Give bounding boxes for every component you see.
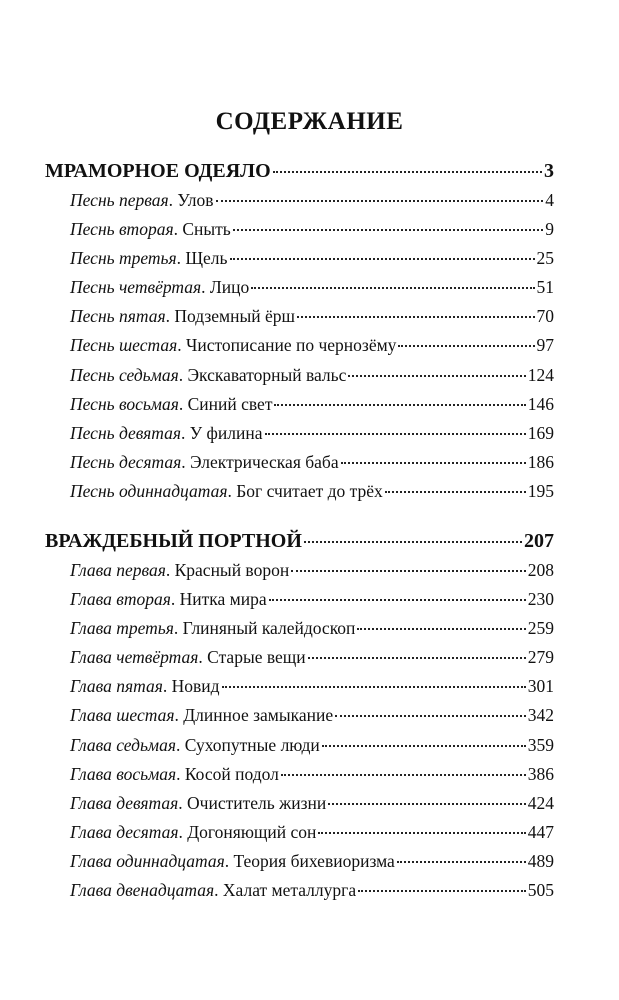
- entry-prefix: Глава третья: [70, 618, 174, 639]
- entry-title: Нитка мира: [179, 589, 267, 610]
- entry-prefix: Глава четвёртая: [70, 647, 199, 668]
- page-number: 195: [527, 480, 554, 501]
- toc-entry[interactable]: Песнь восьмая. Синий свет 146: [70, 393, 554, 414]
- dot-leader: [328, 803, 526, 805]
- entry-prefix: Глава первая: [70, 560, 166, 580]
- entry-prefix: Песнь девятая: [70, 422, 182, 443]
- dot-leader: [222, 686, 526, 688]
- toc-entry[interactable]: Песнь пятая. Подземный ёрш 70: [70, 306, 554, 327]
- dot-leader: [274, 404, 525, 406]
- toc-section: [45, 160, 554, 510]
- page-number: 447: [527, 821, 554, 842]
- entry-prefix: Глава одиннадцатая: [70, 850, 225, 871]
- toc-entry[interactable]: Песнь первая. Улов 4: [70, 190, 554, 210]
- entry-title: Улов: [177, 190, 214, 210]
- entry-title: У филина: [189, 422, 263, 443]
- toc-entry[interactable]: Песнь десятая. Электрическая баба 186: [70, 451, 554, 472]
- dot-leader: [216, 200, 544, 202]
- page-number: 489: [527, 850, 554, 871]
- entry-prefix: Песнь четвёртая: [70, 277, 202, 298]
- entry-title: Красный ворон: [174, 560, 290, 580]
- toc-entry[interactable]: Глава восьмая. Косой подол 386: [70, 763, 554, 784]
- dot-leader: [273, 171, 542, 173]
- toc-entry[interactable]: Песнь девятая. У филина 169: [70, 422, 554, 443]
- toc-entry[interactable]: Глава четвёртая. Старые вещи 279: [70, 647, 554, 668]
- entry-title: Теория бихевиоризма: [233, 850, 395, 871]
- page-number: 124: [527, 364, 554, 385]
- entry-prefix: Песнь шестая: [70, 335, 178, 356]
- dot-leader: [357, 628, 525, 630]
- page-number: 259: [527, 618, 554, 639]
- page-number: 208: [527, 560, 554, 580]
- entry-prefix: Песнь третья: [70, 248, 177, 269]
- page-title: СОДЕРЖАНИЕ: [215, 108, 404, 135]
- entry-prefix: Глава пятая: [70, 676, 163, 697]
- dot-leader: [281, 774, 526, 776]
- dot-leader: [251, 287, 534, 289]
- dot-leader: [297, 316, 535, 318]
- page-number: 230: [527, 589, 554, 610]
- entry-title: Сныть: [182, 219, 231, 240]
- page-number: 3: [544, 160, 554, 182]
- entry-prefix: Песнь десятая: [70, 451, 182, 472]
- entry-title: Экскаваторный вальс: [187, 364, 347, 385]
- entry-prefix: Песнь первая: [70, 190, 169, 210]
- dot-leader: [358, 890, 526, 892]
- page-number: 9: [545, 219, 554, 240]
- dot-leader: [398, 345, 534, 347]
- entry-prefix: Песнь восьмая: [70, 393, 179, 414]
- toc-entry[interactable]: Глава третья. Глиняный калейдоскоп 259: [70, 618, 554, 639]
- page-number: 169: [527, 422, 554, 443]
- toc-entry[interactable]: Песнь третья. Щель 25: [70, 248, 554, 269]
- page-number: 70: [536, 306, 554, 327]
- toc-entry[interactable]: Глава десятая. Догоняющий сон 447: [70, 821, 554, 842]
- entry-title: Лицо: [209, 277, 250, 298]
- page-number: 25: [536, 248, 554, 269]
- entry-title: Сухопутные люди: [184, 734, 320, 755]
- entry-prefix: Песнь пятая: [70, 306, 166, 327]
- dot-leader: [304, 541, 522, 543]
- toc-entry[interactable]: Песнь седьмая. Экскаваторный вальс 124: [70, 364, 554, 385]
- entry-title: Электрическая баба: [189, 451, 339, 472]
- dot-leader: [318, 832, 525, 834]
- toc-entry[interactable]: Глава шестая. Длинное замыкание 342: [70, 705, 554, 726]
- page-number: 359: [527, 734, 554, 755]
- toc-section: [45, 530, 554, 909]
- dot-leader: [230, 258, 535, 260]
- dot-leader: [308, 657, 526, 659]
- section-heading[interactable]: [45, 530, 554, 558]
- dot-leader: [265, 433, 526, 435]
- toc-entry[interactable]: Песнь одиннадцатая. Бог считает до трёх 195: [70, 480, 554, 501]
- dot-leader: [335, 715, 526, 717]
- toc-entry[interactable]: Глава вторая. Нитка мира 230: [70, 589, 554, 610]
- entry-title: Чистописание по чернозёму: [185, 335, 397, 356]
- dot-leader: [291, 570, 526, 572]
- entry-prefix: Глава восьмая: [70, 763, 177, 784]
- dot-leader: [233, 229, 543, 231]
- entry-title: Халат металлурга: [222, 880, 357, 901]
- toc-entry[interactable]: Глава пятая. Новид 301: [70, 676, 554, 697]
- entry-title: Бог считает до трёх: [236, 480, 383, 501]
- entry-prefix: Глава десятая: [70, 821, 179, 842]
- page-number: 424: [527, 792, 554, 813]
- dot-leader: [348, 375, 525, 377]
- entry-prefix: Глава девятая: [70, 792, 179, 813]
- page-number: 386: [527, 763, 554, 784]
- entry-prefix: Песнь седьмая: [70, 364, 179, 385]
- page-number: 342: [527, 705, 554, 726]
- entry-title: Подземный ёрш: [174, 306, 295, 327]
- entry-prefix: Песнь одиннадцатая: [70, 480, 228, 501]
- page-number: 97: [536, 335, 554, 356]
- dot-leader: [341, 462, 526, 464]
- entry-title: Глиняный калейдоскоп: [182, 618, 356, 639]
- page-number: 51: [536, 277, 554, 298]
- entry-title: Новид: [171, 676, 220, 697]
- section-heading[interactable]: [45, 160, 554, 188]
- dot-leader: [269, 599, 526, 601]
- section-title: МРАМОРНОЕ ОДЕЯЛО: [45, 160, 271, 182]
- toc-entry[interactable]: Глава одиннадцатая. Теория бихевиоризма 489: [70, 850, 554, 871]
- page-number: 207: [524, 530, 554, 552]
- entry-title: Косой подол: [184, 763, 279, 784]
- entry-title: Щель: [185, 248, 228, 269]
- toc-entry[interactable]: Глава первая. Красный ворон 208: [70, 560, 554, 580]
- entry-title: Догоняющий сон: [187, 821, 317, 842]
- page-number: 505: [527, 880, 554, 901]
- page-number: 301: [527, 676, 554, 697]
- entry-title: Старые вещи: [207, 647, 306, 668]
- toc-entry[interactable]: Песнь четвёртая. Лицо 51: [70, 277, 554, 298]
- toc-entry[interactable]: Глава двенадцатая. Халат металлурга 505: [70, 880, 554, 901]
- entry-prefix: Глава шестая: [70, 705, 175, 726]
- page-number: 186: [527, 451, 554, 472]
- toc-entry[interactable]: Песнь шестая. Чистописание по чернозёму 97: [70, 335, 554, 356]
- toc-entry[interactable]: Глава девятая. Очиститель жизни 424: [70, 792, 554, 813]
- page-number: 4: [545, 190, 554, 210]
- toc-entry[interactable]: Песнь вторая. Сныть 9: [70, 219, 554, 240]
- entry-prefix: Песнь вторая: [70, 219, 174, 240]
- page-number: 279: [527, 647, 554, 668]
- entry-title: Длинное замыкание: [183, 705, 334, 726]
- entry-title: Синий свет: [187, 393, 273, 414]
- toc-entry[interactable]: Глава седьмая. Сухопутные люди 359: [70, 734, 554, 755]
- dot-leader: [397, 861, 526, 863]
- entry-prefix: Глава двенадцатая: [70, 880, 215, 901]
- page-number: 146: [527, 393, 554, 414]
- dot-leader: [322, 745, 526, 747]
- entry-title: Очиститель жизни: [187, 792, 327, 813]
- entry-prefix: Глава вторая: [70, 589, 171, 610]
- dot-leader: [385, 491, 526, 493]
- entry-prefix: Глава седьмая: [70, 734, 176, 755]
- section-title: ВРАЖДЕБНЫЙ ПОРТНОЙ: [45, 530, 302, 552]
